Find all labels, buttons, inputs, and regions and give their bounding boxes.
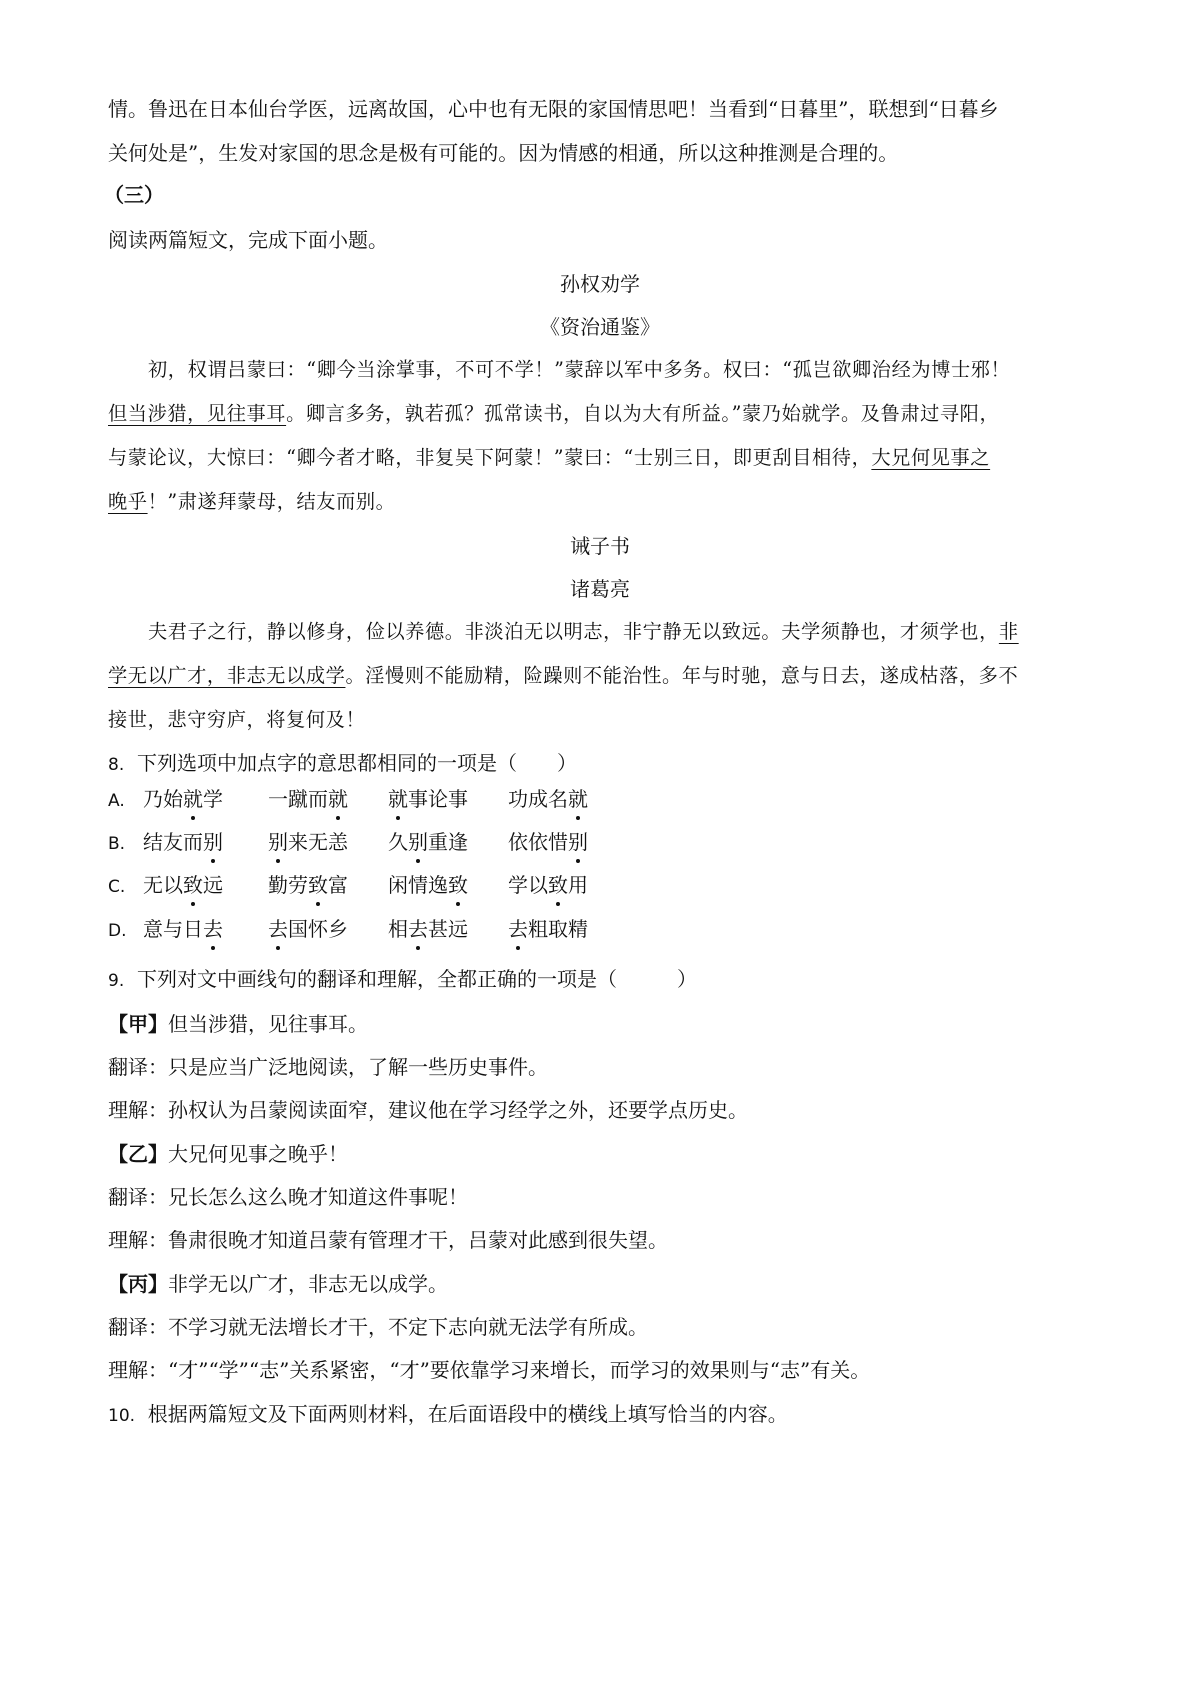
option-phrase: 依依惜别 xyxy=(508,830,588,854)
q9-yi-sentence: 大兄何见事之晚乎！ xyxy=(168,1142,348,1166)
passage2-author: 诸葛亮 xyxy=(570,577,630,601)
passage2-line-3: 接世，悲守穷庐，将复何及！ xyxy=(108,708,366,731)
intro-line-1: 情。鲁迅在日本仙台学医，远离故国，心中也有无限的家国情思吧！当看到“日暮里”，联想到“日暮乡 xyxy=(108,97,999,121)
dotted-character: 致 xyxy=(548,873,568,897)
underlined-sentence-bing-part1: 非 xyxy=(998,620,1019,643)
passage1-line-3-pre: 与蒙论议，大惊曰：“卿今者才略，非复吴下阿蒙！”蒙曰：“士别三日，即更刮目相待， xyxy=(108,446,872,469)
passage1-line-4-rest: ！”肃遂拜蒙母，结友而别。 xyxy=(147,490,396,513)
q9-jia-understanding: 理解：孙权认为吕蒙阅读面窄，建议他在学习经学之外，还要学点历史。 xyxy=(108,1098,748,1122)
option-phrase: 别来无恙 xyxy=(268,830,348,854)
passage1-title: 孙权劝学 xyxy=(560,272,640,296)
passage2-line-1 xyxy=(148,618,1019,646)
dotted-character: 就 xyxy=(568,787,588,811)
q9-yi-understanding: 理解：鲁肃很晚才知道吕蒙有管理才干，吕蒙对此感到很失望。 xyxy=(108,1228,668,1252)
question-8 xyxy=(108,749,577,779)
dotted-character: 就 xyxy=(183,787,203,811)
dotted-character: 去 xyxy=(508,917,528,941)
passage1-line-4 xyxy=(108,488,395,516)
option-phrase: 相去甚远 xyxy=(388,917,468,941)
option-phrase: 就事论事 xyxy=(388,787,468,811)
q9-bing-tag: 【丙】 xyxy=(108,1272,168,1296)
question-stem: 根据两篇短文及下面两则材料，在后面语段中的横线上填写恰当的内容。 xyxy=(147,1402,788,1426)
question-number: 8. xyxy=(108,755,125,775)
question-10 xyxy=(108,1400,788,1430)
underlined-sentence-jia: 但当涉猎，见往事耳 xyxy=(108,402,287,425)
section-heading: （三） xyxy=(104,183,164,207)
option-label: B. xyxy=(108,834,126,854)
passage2-line-2-rest: 。淫慢则不能励精，险躁则不能治性。年与时驰，意与日去，遂成枯落，多不 xyxy=(345,664,1019,687)
option-phrase: 意与日去 xyxy=(143,917,223,941)
option-phrase: 无以致远 xyxy=(143,873,223,897)
option-phrase: 去粗取精 xyxy=(508,917,588,941)
passage1-line-2-rest: 。卿言多务，孰若孤？孤常读书，自以为大有所益。”蒙乃始就学。及鲁肃过寻阳， xyxy=(286,402,1000,425)
option-phrase: 学以致用 xyxy=(508,873,588,897)
passage2-title: 诫子书 xyxy=(570,534,630,558)
passage2-line-2 xyxy=(108,662,1018,690)
option-phrase: 一蹴而就 xyxy=(268,787,348,811)
option-phrase: 去国怀乡 xyxy=(268,917,348,941)
underlined-sentence-yi-part1: 大兄何见事之 xyxy=(871,446,991,469)
option-label: C. xyxy=(108,877,126,897)
option-phrase: 乃始就学 xyxy=(143,787,223,811)
question-9 xyxy=(108,965,697,995)
option-label: D. xyxy=(108,921,127,941)
question-stem: 下列对文中画线句的翻译和理解，全都正确的一项是（ ） xyxy=(136,967,697,991)
q9-jia xyxy=(108,1010,368,1038)
q9-bing xyxy=(108,1270,448,1298)
passage1-line-2 xyxy=(108,400,999,428)
option-phrase: 闲情逸致 xyxy=(388,873,468,897)
q9-bing-understanding: 理解：“才”“学”“志”关系紧密，“才”要依靠学习来增长，而学习的效果则与“志”有关。 xyxy=(108,1358,871,1382)
dotted-character: 致 xyxy=(308,873,328,897)
passage2-line-1-pre: 夫君子之行，静以修身，俭以养德。非淡泊无以明志，非宁静无以致远。夫学须静也，才须学也， xyxy=(148,620,999,643)
dotted-character: 别 xyxy=(203,830,223,854)
dotted-character: 别 xyxy=(568,830,588,854)
q9-jia-tag: 【甲】 xyxy=(108,1012,168,1036)
option-phrase: 久别重逢 xyxy=(388,830,468,854)
question-number: 10. xyxy=(108,1406,136,1426)
section-instruction: 阅读两篇短文，完成下面小题。 xyxy=(108,228,388,252)
q9-yi xyxy=(108,1140,348,1168)
q9-yi-translation: 翻译：兄长怎么这么晚才知道这件事呢！ xyxy=(108,1185,468,1209)
question-number: 9. xyxy=(108,971,125,991)
q9-yi-tag: 【乙】 xyxy=(108,1142,168,1166)
question-stem: 下列选项中加点字的意思都相同的一项是（ ） xyxy=(136,751,577,775)
dotted-character: 致 xyxy=(183,873,203,897)
q9-jia-translation: 翻译：只是应当广泛地阅读，了解一些历史事件。 xyxy=(108,1055,548,1079)
option-phrase: 勤劳致富 xyxy=(268,873,348,897)
option-phrase: 结友而别 xyxy=(143,830,223,854)
option-label: A. xyxy=(108,791,125,811)
dotted-character: 去 xyxy=(268,917,288,941)
q9-bing-translation: 翻译：不学习就无法增长才干，不定下志向就无法学有所成。 xyxy=(108,1315,648,1339)
passage1-source: 《资治通鉴》 xyxy=(540,315,660,339)
option-phrase: 功成名就 xyxy=(508,787,588,811)
underlined-sentence-yi-part2: 晚乎 xyxy=(108,490,148,513)
dotted-character: 去 xyxy=(203,917,223,941)
dotted-character: 就 xyxy=(328,787,348,811)
q9-bing-sentence: 非学无以广才，非志无以成学。 xyxy=(168,1272,448,1296)
dotted-character: 去 xyxy=(408,917,428,941)
dotted-character: 别 xyxy=(408,830,428,854)
underlined-sentence-bing-part2: 学无以广才，非志无以成学 xyxy=(108,664,346,687)
passage1-line-3 xyxy=(108,444,990,472)
passage1-line-1: 初，权谓吕蒙曰：“卿今当涂掌事，不可不学！”蒙辞以军中多务。权曰：“孤岂欲卿治经为博士邪！ xyxy=(148,358,1011,381)
intro-line-2: 关何处是”，生发对家国的思念是极有可能的。因为情感的相通，所以这种推测是合理的。 xyxy=(108,141,899,165)
dotted-character: 就 xyxy=(388,787,408,811)
dotted-character: 致 xyxy=(448,873,468,897)
q9-jia-sentence: 但当涉猎，见往事耳。 xyxy=(168,1012,368,1036)
dotted-character: 别 xyxy=(268,830,288,854)
